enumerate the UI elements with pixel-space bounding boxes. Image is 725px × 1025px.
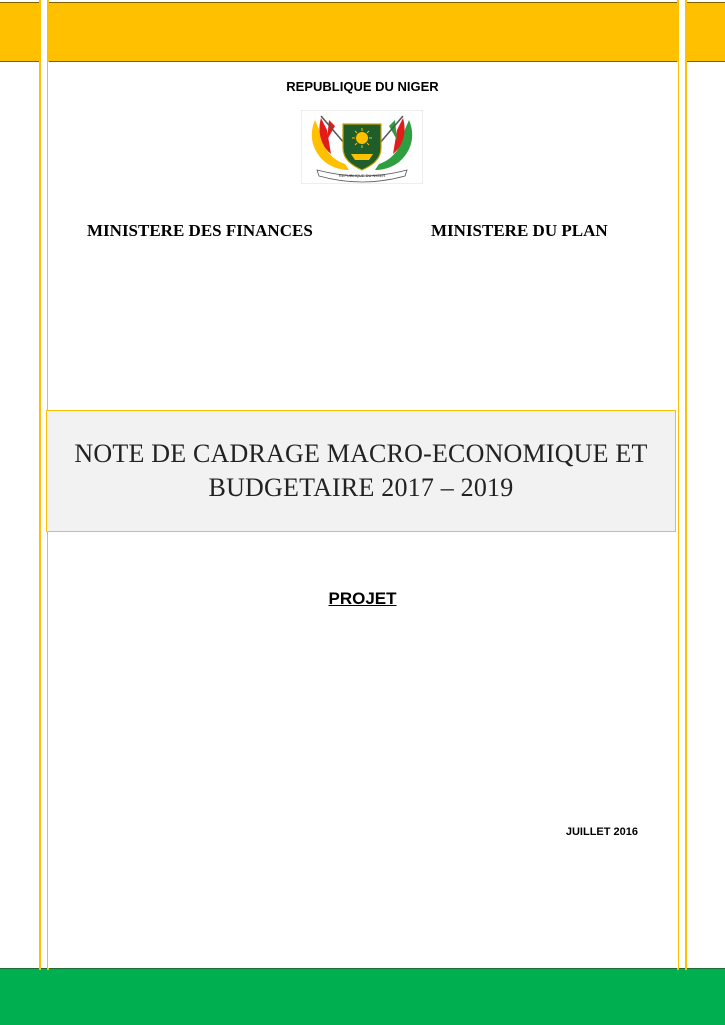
ministry-plan: MINISTERE DU PLAN [431,221,608,240]
svg-text:REPUBLIQUE DU NIGER: REPUBLIQUE DU NIGER [338,173,386,178]
left-border-line [39,0,41,970]
document-title [74,437,647,505]
status-label: PROJET [328,589,397,608]
right-band-gap [679,0,685,62]
title-line-1: NOTE DE CADRAGE MACRO-ECONOMIQUE ET [74,439,648,468]
country-heading: REPUBLIQUE DU NIGER [286,79,439,94]
bottom-green-band [0,968,725,1025]
ministry-finances: MINISTERE DES FINANCES [87,221,313,240]
right-border-line [685,0,687,970]
title-box [46,410,676,532]
top-orange-band [0,2,725,62]
left-band-gap [41,0,47,62]
national-emblem [301,110,423,184]
document-date: JUILLET 2016 [565,826,638,838]
title-line-2: BUDGETAIRE 2017 – 2019 [208,473,514,502]
